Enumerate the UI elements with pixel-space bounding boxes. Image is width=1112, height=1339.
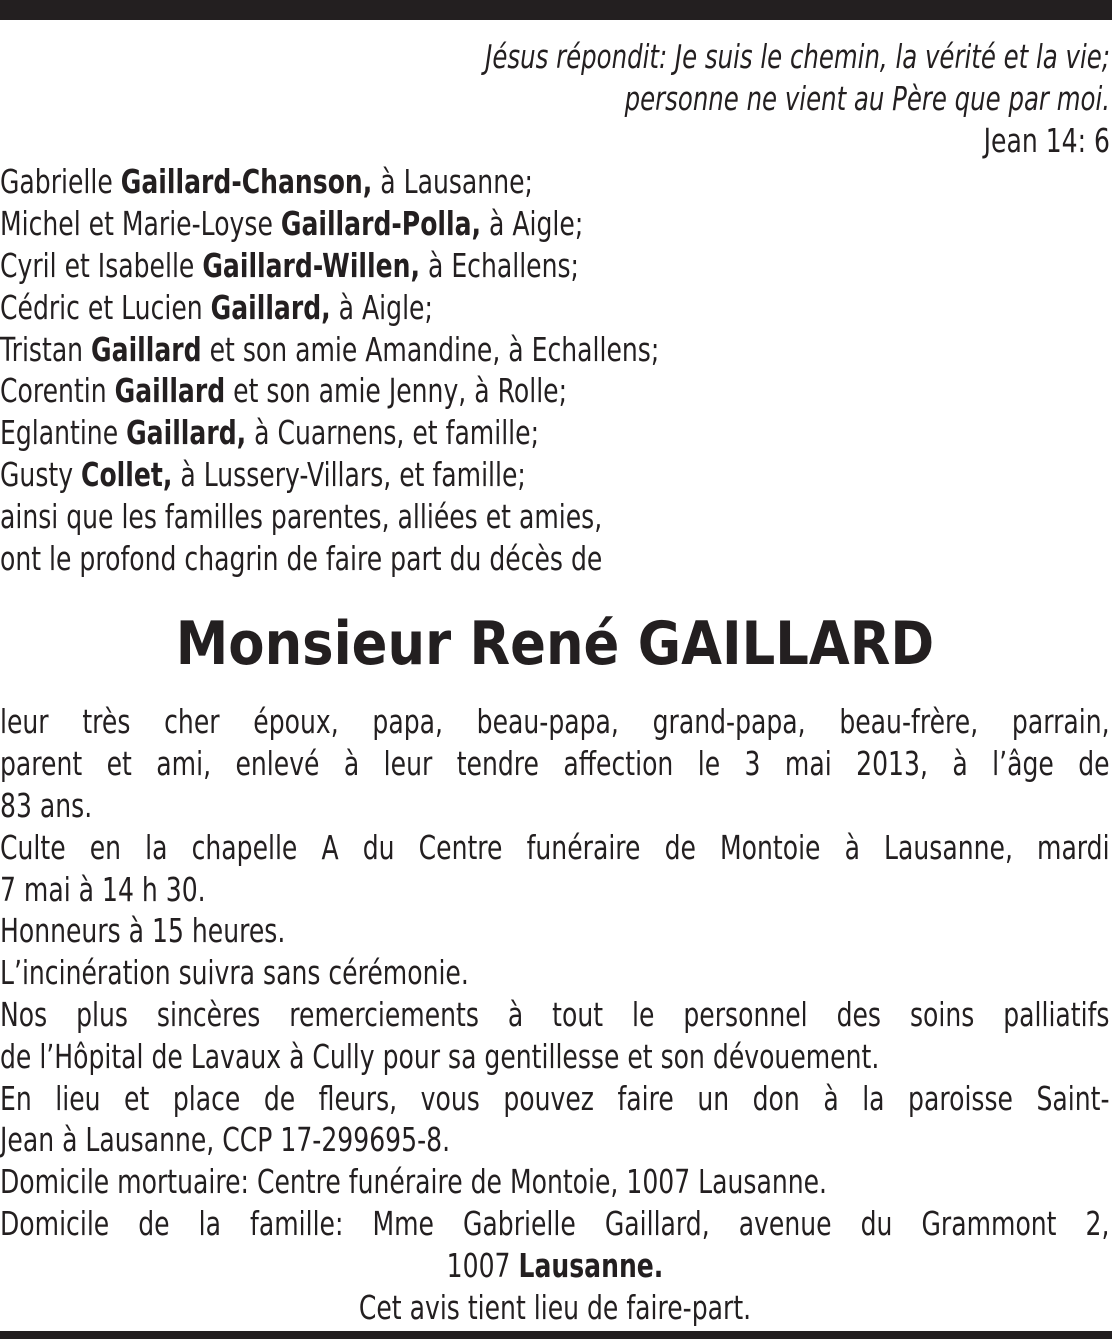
word: palliatifs bbox=[1003, 994, 1110, 1034]
families-line: ainsi que les familles parentes, alliées et amies, bbox=[0, 496, 603, 536]
word: à bbox=[343, 744, 360, 784]
paragraph-4: L’incinération suivra sans cérémonie. bbox=[0, 953, 469, 993]
word: remerciements bbox=[289, 994, 479, 1034]
mourner-line bbox=[0, 412, 844, 454]
address-postcode: 1007 bbox=[446, 1245, 519, 1285]
mourner-line bbox=[0, 370, 844, 412]
word: don bbox=[752, 1078, 800, 1118]
mourner-family-name: Collet, bbox=[81, 454, 173, 494]
deceased-name: Monsieur René GAILLARD bbox=[175, 609, 935, 680]
word: Culte bbox=[0, 827, 66, 867]
mourner-location: à Cuarnens, et famille; bbox=[246, 413, 540, 453]
word: et bbox=[124, 1078, 150, 1118]
address-city: Lausanne. bbox=[518, 1245, 664, 1285]
word: En bbox=[0, 1078, 32, 1118]
word: de bbox=[263, 1078, 296, 1118]
announcement-line: ont le profond chagrin de faire part du décès de bbox=[0, 538, 603, 578]
mourner-line bbox=[0, 287, 844, 329]
word: famille: bbox=[250, 1203, 344, 1243]
paragraph-5-line-2: de l’Hôpital de Lavaux à Cully pour sa gentillesse et son dévouement. bbox=[0, 1036, 880, 1076]
word: ami, bbox=[156, 744, 212, 784]
word: de bbox=[138, 1203, 170, 1243]
mourner-line bbox=[0, 245, 844, 287]
paragraph-1-line-2 bbox=[0, 743, 1110, 785]
word: Gabrielle bbox=[462, 1203, 576, 1243]
word: A bbox=[321, 827, 339, 867]
word: Grammont bbox=[921, 1203, 1057, 1243]
mourner-given-names: Gabrielle bbox=[0, 162, 121, 202]
word: tout bbox=[552, 994, 604, 1034]
word: fleurs, bbox=[318, 1078, 398, 1118]
word: Centre bbox=[418, 827, 503, 867]
word: le bbox=[632, 994, 655, 1034]
word: vous bbox=[420, 1078, 480, 1118]
mourner-location: à Aigle; bbox=[481, 204, 584, 244]
closing-line: Cet avis tient lieu de faire-part. bbox=[358, 1287, 752, 1327]
mourner-location: à Aigle; bbox=[330, 287, 433, 327]
mourner-location: et son amie Amandine, à Echallens; bbox=[201, 329, 660, 369]
mourner-line bbox=[0, 329, 844, 371]
mourner-given-names: Gusty bbox=[0, 454, 82, 494]
mourner-family-name: Gaillard bbox=[114, 371, 226, 411]
word: la bbox=[862, 1078, 885, 1118]
word: un bbox=[697, 1078, 730, 1118]
verse-line-1: Jésus répondit: Je suis le chemin, la vérité et la vie; bbox=[485, 37, 1110, 76]
verse-reference: Jean 14: 6 bbox=[983, 120, 1110, 160]
paragraph-6-line-2: Jean à Lausanne, CCP 17-299695-8. bbox=[0, 1120, 451, 1160]
body-text bbox=[0, 701, 1110, 1328]
word: de bbox=[1078, 744, 1110, 784]
verse-line-2: personne ne vient au Père que par moi. bbox=[624, 78, 1110, 118]
word: cher bbox=[164, 702, 220, 742]
word: de bbox=[664, 827, 696, 867]
paragraph-2-line-2: 7 mai à 14 h 30. bbox=[0, 869, 206, 909]
word: Domicile bbox=[0, 1203, 110, 1243]
word: leur bbox=[383, 744, 433, 784]
word: faire bbox=[617, 1078, 674, 1118]
mourner-location: à Echallens; bbox=[420, 245, 580, 285]
word: papa, bbox=[372, 702, 443, 742]
paragraph-8-line-1 bbox=[0, 1203, 1110, 1245]
word: la bbox=[198, 1203, 221, 1243]
word: la bbox=[145, 827, 168, 867]
mourner-given-names: Cédric et Lucien bbox=[0, 287, 211, 327]
word: pouvez bbox=[503, 1078, 594, 1118]
word: Nos bbox=[0, 994, 48, 1034]
paragraph-7: Domicile mortuaire: Centre funéraire de Montoie, 1007 Lausanne. bbox=[0, 1162, 828, 1202]
word: en bbox=[89, 827, 122, 867]
word: Saint- bbox=[1036, 1078, 1110, 1118]
word: paroisse bbox=[908, 1078, 1013, 1118]
mourner-line bbox=[0, 454, 844, 496]
top-border-rule bbox=[0, 0, 1112, 20]
word: 3 bbox=[744, 744, 761, 784]
word: place bbox=[172, 1078, 241, 1118]
word: l’âge bbox=[992, 744, 1054, 784]
mourner-location: à Lausanne; bbox=[372, 162, 533, 202]
word: sincères bbox=[156, 994, 261, 1034]
mourner-family-name: Gaillard-Polla, bbox=[280, 204, 482, 244]
word: beau-frère, bbox=[839, 702, 979, 742]
word: du bbox=[860, 1203, 893, 1243]
mourner-given-names: Corentin bbox=[0, 371, 115, 411]
word: des bbox=[836, 994, 882, 1034]
word: parrain, bbox=[1011, 702, 1110, 742]
mourner-family-name: Gaillard bbox=[91, 329, 202, 369]
word: beau-papa, bbox=[476, 702, 619, 742]
bottom-border-rule bbox=[0, 1331, 1112, 1339]
paragraph-6-line-1 bbox=[0, 1078, 1110, 1120]
mourner-family-name: Gaillard-Chanson, bbox=[120, 162, 373, 202]
word: Mme bbox=[372, 1203, 434, 1243]
word: parent bbox=[0, 744, 83, 784]
mourner-given-names: Eglantine bbox=[0, 413, 127, 453]
mourner-line bbox=[0, 161, 844, 203]
word: à bbox=[507, 994, 524, 1034]
mourner-family-name: Gaillard, bbox=[210, 287, 331, 327]
paragraph-1-line-1 bbox=[0, 701, 1110, 743]
mourner-location: et son amie Jenny, à Rolle; bbox=[225, 371, 568, 411]
word: leur bbox=[0, 702, 49, 742]
word: mardi bbox=[1037, 827, 1110, 867]
word: plus bbox=[76, 994, 128, 1034]
word: à bbox=[823, 1078, 839, 1118]
obituary-notice bbox=[0, 36, 1110, 1328]
mourner-family-name: Gaillard, bbox=[126, 413, 247, 453]
word: enlevé bbox=[235, 744, 320, 784]
word: tendre bbox=[456, 744, 539, 784]
word: 2013, bbox=[856, 744, 928, 784]
mourner-location: à Lussery-Villars, et famille; bbox=[172, 454, 526, 494]
word: chapelle bbox=[191, 827, 298, 867]
word: et bbox=[106, 744, 132, 784]
paragraph-5-line-1 bbox=[0, 994, 1110, 1036]
word: avenue bbox=[738, 1203, 832, 1243]
word: mai bbox=[784, 744, 832, 784]
word: à bbox=[844, 827, 860, 867]
mourners-list bbox=[0, 161, 1110, 495]
mourner-line bbox=[0, 203, 844, 245]
mourner-family-name: Gaillard-Willen, bbox=[202, 245, 421, 285]
word: Gaillard, bbox=[604, 1203, 710, 1243]
word: 2, bbox=[1085, 1203, 1110, 1243]
word: funéraire bbox=[526, 827, 641, 867]
mourner-given-names: Cyril et Isabelle bbox=[0, 245, 203, 285]
mourner-given-names: Michel et Marie-Loyse bbox=[0, 204, 281, 244]
paragraph-3: Honneurs à 15 heures. bbox=[0, 911, 286, 951]
word: époux, bbox=[253, 702, 339, 742]
word: Montoie bbox=[720, 827, 821, 867]
word: grand-papa, bbox=[652, 702, 806, 742]
word: Lausanne, bbox=[884, 827, 1013, 867]
word: du bbox=[362, 827, 395, 867]
mourner-given-names: Tristan bbox=[0, 329, 92, 369]
word: très bbox=[82, 702, 131, 742]
word: lieu bbox=[55, 1078, 101, 1118]
paragraph-1-line-3: 83 ans. bbox=[0, 785, 93, 825]
paragraph-2-line-1 bbox=[0, 827, 1110, 869]
paragraph-8-line-2 bbox=[133, 1245, 977, 1287]
word: affection bbox=[563, 744, 674, 784]
word: à bbox=[952, 744, 968, 784]
word: personnel bbox=[683, 994, 808, 1034]
word: le bbox=[697, 744, 721, 784]
word: soins bbox=[909, 994, 975, 1034]
